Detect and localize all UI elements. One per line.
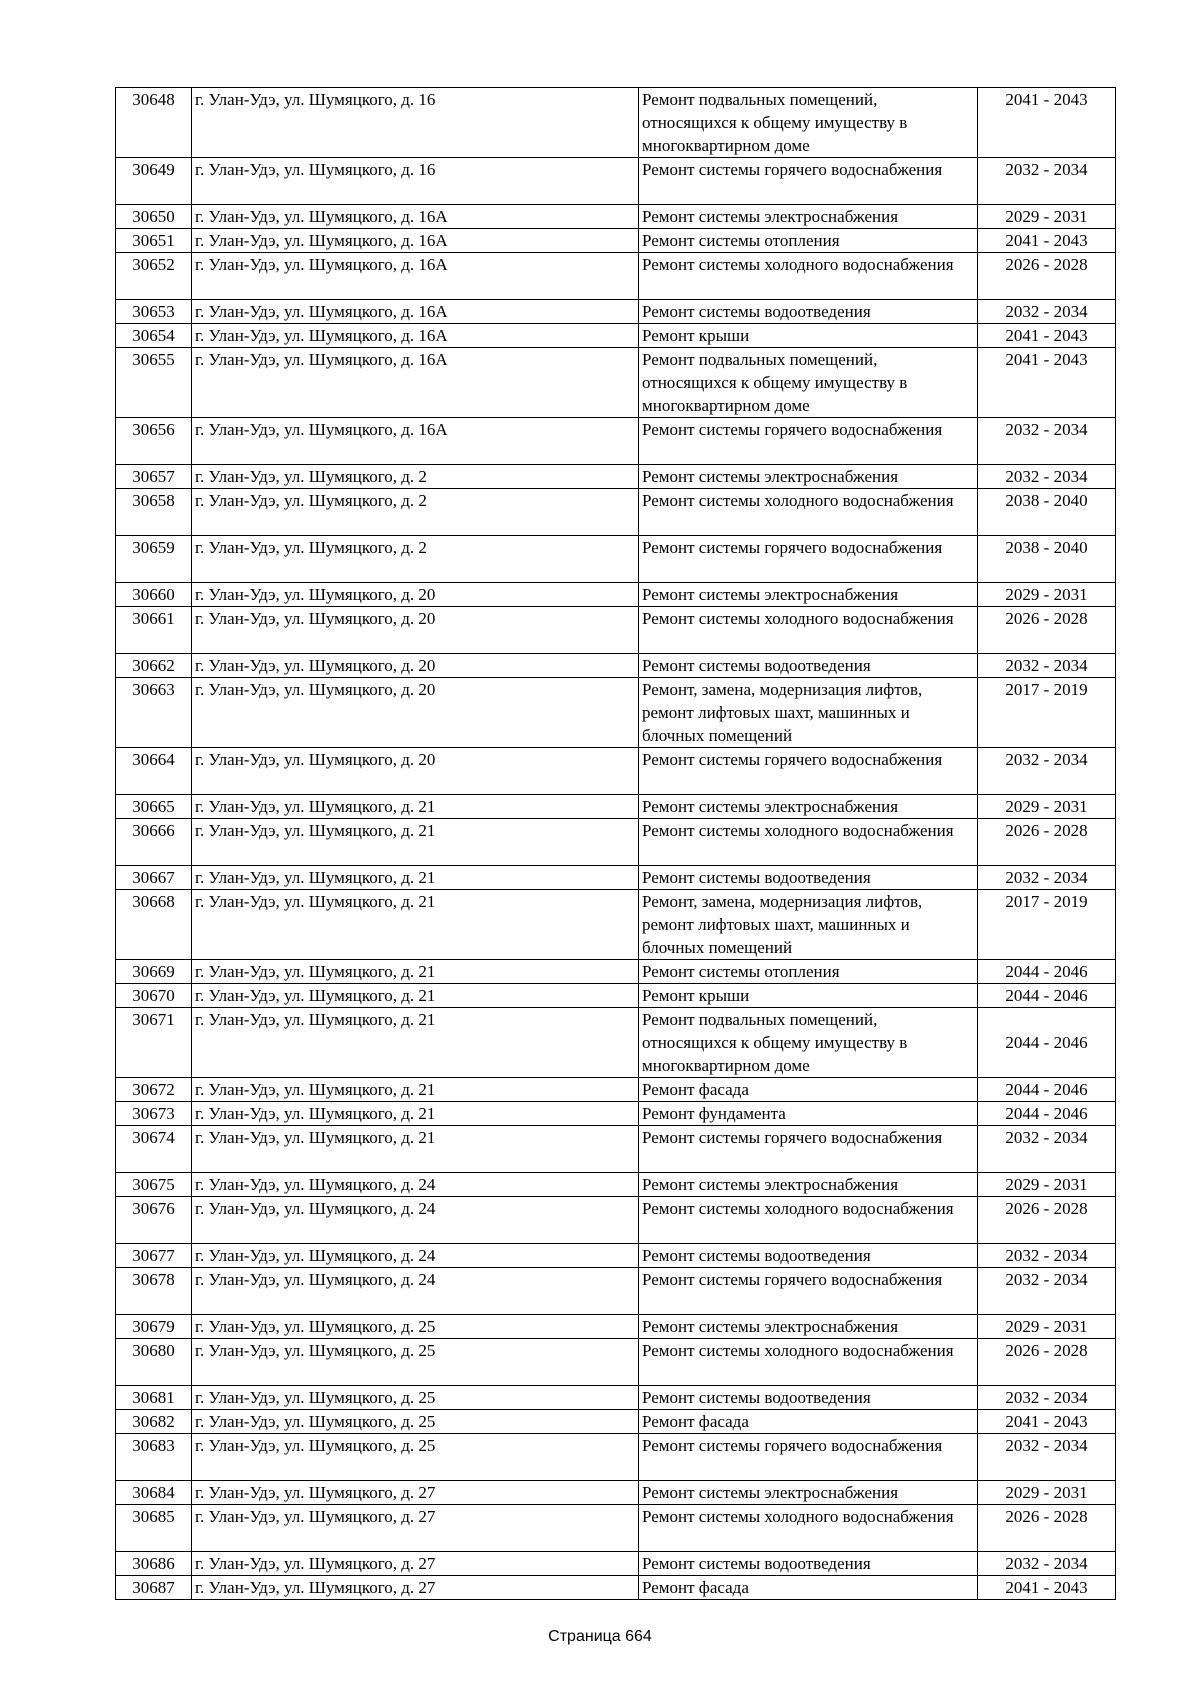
table-row <box>116 1197 1116 1244</box>
row-number: 30668 <box>116 890 192 960</box>
row-period: 2041 - 2043 <box>978 229 1116 253</box>
table-row <box>116 984 1116 1008</box>
row-work-type: Ремонт системы горячего водоснабжения <box>639 418 978 465</box>
row-number: 30677 <box>116 1244 192 1268</box>
row-work-type: Ремонт системы водоотведения <box>639 1552 978 1576</box>
row-address: г. Улан-Удэ, ул. Шумяцкого, д. 21 <box>192 819 639 866</box>
row-work-type: Ремонт системы горячего водоснабжения <box>639 1434 978 1481</box>
row-number: 30679 <box>116 1315 192 1339</box>
row-number: 30676 <box>116 1197 192 1244</box>
row-work-type: Ремонт системы холодного водоснабжения <box>639 489 978 536</box>
table-row <box>116 489 1116 536</box>
page-number: Страница 664 <box>548 1628 652 1645</box>
row-number: 30652 <box>116 253 192 300</box>
row-period: 2032 - 2034 <box>978 654 1116 678</box>
row-address: г. Улан-Удэ, ул. Шумяцкого, д. 16 <box>192 88 639 158</box>
row-period: 2032 - 2034 <box>978 465 1116 489</box>
table-row <box>116 158 1116 205</box>
row-number: 30653 <box>116 300 192 324</box>
row-address: г. Улан-Удэ, ул. Шумяцкого, д. 21 <box>192 890 639 960</box>
row-number: 30670 <box>116 984 192 1008</box>
row-address: г. Улан-Удэ, ул. Шумяцкого, д. 24 <box>192 1268 639 1315</box>
row-address: г. Улан-Удэ, ул. Шумяцкого, д. 21 <box>192 795 639 819</box>
row-address: г. Улан-Удэ, ул. Шумяцкого, д. 27 <box>192 1481 639 1505</box>
row-address: г. Улан-Удэ, ул. Шумяцкого, д. 20 <box>192 678 639 748</box>
row-work-type: Ремонт фасада <box>639 1576 978 1600</box>
row-period: 2026 - 2028 <box>978 1505 1116 1552</box>
row-number: 30682 <box>116 1410 192 1434</box>
row-work-type: Ремонт системы холодного водоснабжения <box>639 607 978 654</box>
row-number: 30663 <box>116 678 192 748</box>
row-number: 30680 <box>116 1339 192 1386</box>
row-number: 30666 <box>116 819 192 866</box>
row-work-type: Ремонт системы горячего водоснабжения <box>639 536 978 583</box>
table-row <box>116 253 1116 300</box>
row-period: 2044 - 2046 <box>978 960 1116 984</box>
row-number: 30660 <box>116 583 192 607</box>
table-row <box>116 1173 1116 1197</box>
row-number: 30649 <box>116 158 192 205</box>
row-number: 30673 <box>116 1102 192 1126</box>
row-work-type: Ремонт системы электроснабжения <box>639 1173 978 1197</box>
table-row <box>116 1126 1116 1173</box>
row-period: 2032 - 2034 <box>978 158 1116 205</box>
row-work-type: Ремонт системы электроснабжения <box>639 1315 978 1339</box>
row-work-type: Ремонт фундамента <box>639 1102 978 1126</box>
row-period: 2029 - 2031 <box>978 1173 1116 1197</box>
table-row <box>116 1410 1116 1434</box>
row-number: 30650 <box>116 205 192 229</box>
row-period: 2029 - 2031 <box>978 1481 1116 1505</box>
row-address: г. Улан-Удэ, ул. Шумяцкого, д. 24 <box>192 1173 639 1197</box>
row-number: 30654 <box>116 324 192 348</box>
row-address: г. Улан-Удэ, ул. Шумяцкого, д. 25 <box>192 1434 639 1481</box>
table-row <box>116 1576 1116 1600</box>
row-period: 2032 - 2034 <box>978 1386 1116 1410</box>
row-number: 30674 <box>116 1126 192 1173</box>
table-row <box>116 748 1116 795</box>
row-number: 30651 <box>116 229 192 253</box>
table-row <box>116 205 1116 229</box>
row-work-type: Ремонт крыши <box>639 324 978 348</box>
row-work-type: Ремонт системы водоотведения <box>639 1386 978 1410</box>
table-row <box>116 1268 1116 1315</box>
row-period: 2038 - 2040 <box>978 536 1116 583</box>
row-work-type: Ремонт системы электроснабжения <box>639 1481 978 1505</box>
table-row <box>116 1434 1116 1481</box>
row-address: г. Улан-Удэ, ул. Шумяцкого, д. 20 <box>192 654 639 678</box>
table-row <box>116 654 1116 678</box>
row-period: 2032 - 2034 <box>978 418 1116 465</box>
row-address: г. Улан-Удэ, ул. Шумяцкого, д. 16А <box>192 418 639 465</box>
row-period: 2026 - 2028 <box>978 1197 1116 1244</box>
row-number: 30661 <box>116 607 192 654</box>
row-period: 2026 - 2028 <box>978 1339 1116 1386</box>
table-row <box>116 465 1116 489</box>
row-address: г. Улан-Удэ, ул. Шумяцкого, д. 2 <box>192 489 639 536</box>
row-number: 30658 <box>116 489 192 536</box>
row-period: 2044 - 2046 <box>978 984 1116 1008</box>
row-work-type: Ремонт системы холодного водоснабжения <box>639 1505 978 1552</box>
row-work-type: Ремонт системы водоотведения <box>639 654 978 678</box>
row-address: г. Улан-Удэ, ул. Шумяцкого, д. 16А <box>192 324 639 348</box>
row-work-type: Ремонт подвальных помещений, относящихся к общему имуществу в многоквартирном доме <box>639 348 978 418</box>
row-number: 30648 <box>116 88 192 158</box>
row-period: 2029 - 2031 <box>978 795 1116 819</box>
table-row <box>116 1008 1116 1078</box>
table-row <box>116 607 1116 654</box>
table-row <box>116 1078 1116 1102</box>
row-address: г. Улан-Удэ, ул. Шумяцкого, д. 27 <box>192 1505 639 1552</box>
row-work-type: Ремонт системы горячего водоснабжения <box>639 1268 978 1315</box>
capital-repair-table <box>115 87 1116 1600</box>
table-row <box>116 1244 1116 1268</box>
table-row <box>116 88 1116 158</box>
row-number: 30657 <box>116 465 192 489</box>
row-period: 2032 - 2034 <box>978 1126 1116 1173</box>
row-work-type: Ремонт системы электроснабжения <box>639 795 978 819</box>
row-number: 30655 <box>116 348 192 418</box>
row-address: г. Улан-Удэ, ул. Шумяцкого, д. 16А <box>192 300 639 324</box>
row-address: г. Улан-Удэ, ул. Шумяцкого, д. 21 <box>192 1078 639 1102</box>
table-row <box>116 324 1116 348</box>
row-work-type: Ремонт фасада <box>639 1410 978 1434</box>
row-address: г. Улан-Удэ, ул. Шумяцкого, д. 16А <box>192 205 639 229</box>
row-address: г. Улан-Удэ, ул. Шумяцкого, д. 21 <box>192 1126 639 1173</box>
row-period: 2032 - 2034 <box>978 1268 1116 1315</box>
row-period: 2017 - 2019 <box>978 678 1116 748</box>
row-address: г. Улан-Удэ, ул. Шумяцкого, д. 21 <box>192 1008 639 1078</box>
row-period: 2041 - 2043 <box>978 1576 1116 1600</box>
row-period: 2044 - 2046 <box>978 1008 1116 1078</box>
row-period: 2041 - 2043 <box>978 324 1116 348</box>
table-row <box>116 795 1116 819</box>
row-work-type: Ремонт системы холодного водоснабжения <box>639 1339 978 1386</box>
row-period: 2032 - 2034 <box>978 866 1116 890</box>
row-period: 2032 - 2034 <box>978 748 1116 795</box>
row-work-type: Ремонт фасада <box>639 1078 978 1102</box>
row-number: 30685 <box>116 1505 192 1552</box>
row-address: г. Улан-Удэ, ул. Шумяцкого, д. 25 <box>192 1386 639 1410</box>
row-period: 2026 - 2028 <box>978 253 1116 300</box>
table-row <box>116 1339 1116 1386</box>
row-period: 2029 - 2031 <box>978 583 1116 607</box>
table-row <box>116 1552 1116 1576</box>
row-period: 2032 - 2034 <box>978 1244 1116 1268</box>
row-work-type: Ремонт системы водоотведения <box>639 300 978 324</box>
row-address: г. Улан-Удэ, ул. Шумяцкого, д. 21 <box>192 960 639 984</box>
row-address: г. Улан-Удэ, ул. Шумяцкого, д. 20 <box>192 748 639 795</box>
table-row <box>116 583 1116 607</box>
row-number: 30678 <box>116 1268 192 1315</box>
row-address: г. Улан-Удэ, ул. Шумяцкого, д. 2 <box>192 465 639 489</box>
row-period: 2032 - 2034 <box>978 1434 1116 1481</box>
row-number: 30686 <box>116 1552 192 1576</box>
row-number: 30664 <box>116 748 192 795</box>
row-number: 30683 <box>116 1434 192 1481</box>
row-address: г. Улан-Удэ, ул. Шумяцкого, д. 27 <box>192 1552 639 1576</box>
row-work-type: Ремонт системы электроснабжения <box>639 205 978 229</box>
row-number: 30665 <box>116 795 192 819</box>
table-row <box>116 890 1116 960</box>
row-number: 30656 <box>116 418 192 465</box>
table-row <box>116 536 1116 583</box>
row-address: г. Улан-Удэ, ул. Шумяцкого, д. 20 <box>192 607 639 654</box>
row-address: г. Улан-Удэ, ул. Шумяцкого, д. 24 <box>192 1244 639 1268</box>
row-number: 30667 <box>116 866 192 890</box>
row-work-type: Ремонт системы холодного водоснабжения <box>639 819 978 866</box>
table-row <box>116 678 1116 748</box>
row-period: 2041 - 2043 <box>978 1410 1116 1434</box>
row-work-type: Ремонт системы водоотведения <box>639 866 978 890</box>
row-address: г. Улан-Удэ, ул. Шумяцкого, д. 16 <box>192 158 639 205</box>
row-number: 30675 <box>116 1173 192 1197</box>
row-work-type: Ремонт системы горячего водоснабжения <box>639 748 978 795</box>
row-period: 2032 - 2034 <box>978 1552 1116 1576</box>
row-number: 30684 <box>116 1481 192 1505</box>
table-row <box>116 229 1116 253</box>
row-work-type: Ремонт системы водоотведения <box>639 1244 978 1268</box>
row-work-type: Ремонт крыши <box>639 984 978 1008</box>
row-address: г. Улан-Удэ, ул. Шумяцкого, д. 21 <box>192 984 639 1008</box>
row-period: 2041 - 2043 <box>978 348 1116 418</box>
table-row <box>116 1386 1116 1410</box>
row-address: г. Улан-Удэ, ул. Шумяцкого, д. 16А <box>192 229 639 253</box>
row-work-type: Ремонт системы отопления <box>639 960 978 984</box>
row-work-type: Ремонт системы горячего водоснабжения <box>639 1126 978 1173</box>
row-address: г. Улан-Удэ, ул. Шумяцкого, д. 25 <box>192 1410 639 1434</box>
row-address: г. Улан-Удэ, ул. Шумяцкого, д. 2 <box>192 536 639 583</box>
row-period: 2017 - 2019 <box>978 890 1116 960</box>
table-row <box>116 866 1116 890</box>
row-address: г. Улан-Удэ, ул. Шумяцкого, д. 16А <box>192 348 639 418</box>
row-work-type: Ремонт системы электроснабжения <box>639 465 978 489</box>
row-number: 30662 <box>116 654 192 678</box>
row-address: г. Улан-Удэ, ул. Шумяцкого, д. 21 <box>192 1102 639 1126</box>
table-row <box>116 348 1116 418</box>
row-address: г. Улан-Удэ, ул. Шумяцкого, д. 27 <box>192 1576 639 1600</box>
row-work-type: Ремонт подвальных помещений, относящихся к общему имуществу в многоквартирном доме <box>639 1008 978 1078</box>
row-work-type: Ремонт системы холодного водоснабжения <box>639 1197 978 1244</box>
row-number: 30687 <box>116 1576 192 1600</box>
table-row <box>116 300 1116 324</box>
row-address: г. Улан-Удэ, ул. Шумяцкого, д. 24 <box>192 1197 639 1244</box>
row-period: 2038 - 2040 <box>978 489 1116 536</box>
row-number: 30669 <box>116 960 192 984</box>
row-period: 2029 - 2031 <box>978 205 1116 229</box>
row-address: г. Улан-Удэ, ул. Шумяцкого, д. 25 <box>192 1339 639 1386</box>
table-row <box>116 418 1116 465</box>
row-period: 2026 - 2028 <box>978 819 1116 866</box>
table-row <box>116 1505 1116 1552</box>
table-row <box>116 960 1116 984</box>
table-row <box>116 1102 1116 1126</box>
row-period: 2044 - 2046 <box>978 1078 1116 1102</box>
table-row <box>116 1481 1116 1505</box>
row-period: 2029 - 2031 <box>978 1315 1116 1339</box>
row-number: 30672 <box>116 1078 192 1102</box>
row-address: г. Улан-Удэ, ул. Шумяцкого, д. 21 <box>192 866 639 890</box>
row-address: г. Улан-Удэ, ул. Шумяцкого, д. 16А <box>192 253 639 300</box>
row-work-type: Ремонт, замена, модернизация лифтов, ремонт лифтовых шахт, машинных и блочных помещений <box>639 678 978 748</box>
row-work-type: Ремонт, замена, модернизация лифтов, ремонт лифтовых шахт, машинных и блочных помещений <box>639 890 978 960</box>
row-period: 2032 - 2034 <box>978 300 1116 324</box>
row-period: 2044 - 2046 <box>978 1102 1116 1126</box>
table-body <box>116 88 1116 1600</box>
row-number: 30681 <box>116 1386 192 1410</box>
table-row <box>116 1315 1116 1339</box>
row-period: 2026 - 2028 <box>978 607 1116 654</box>
row-work-type: Ремонт системы отопления <box>639 229 978 253</box>
row-period: 2041 - 2043 <box>978 88 1116 158</box>
row-address: г. Улан-Удэ, ул. Шумяцкого, д. 20 <box>192 583 639 607</box>
row-number: 30659 <box>116 536 192 583</box>
table-row <box>116 819 1116 866</box>
row-work-type: Ремонт системы горячего водоснабжения <box>639 158 978 205</box>
row-work-type: Ремонт системы электроснабжения <box>639 583 978 607</box>
row-work-type: Ремонт подвальных помещений, относящихся к общему имуществу в многоквартирном доме <box>639 88 978 158</box>
row-address: г. Улан-Удэ, ул. Шумяцкого, д. 25 <box>192 1315 639 1339</box>
row-number: 30671 <box>116 1008 192 1078</box>
row-work-type: Ремонт системы холодного водоснабжения <box>639 253 978 300</box>
